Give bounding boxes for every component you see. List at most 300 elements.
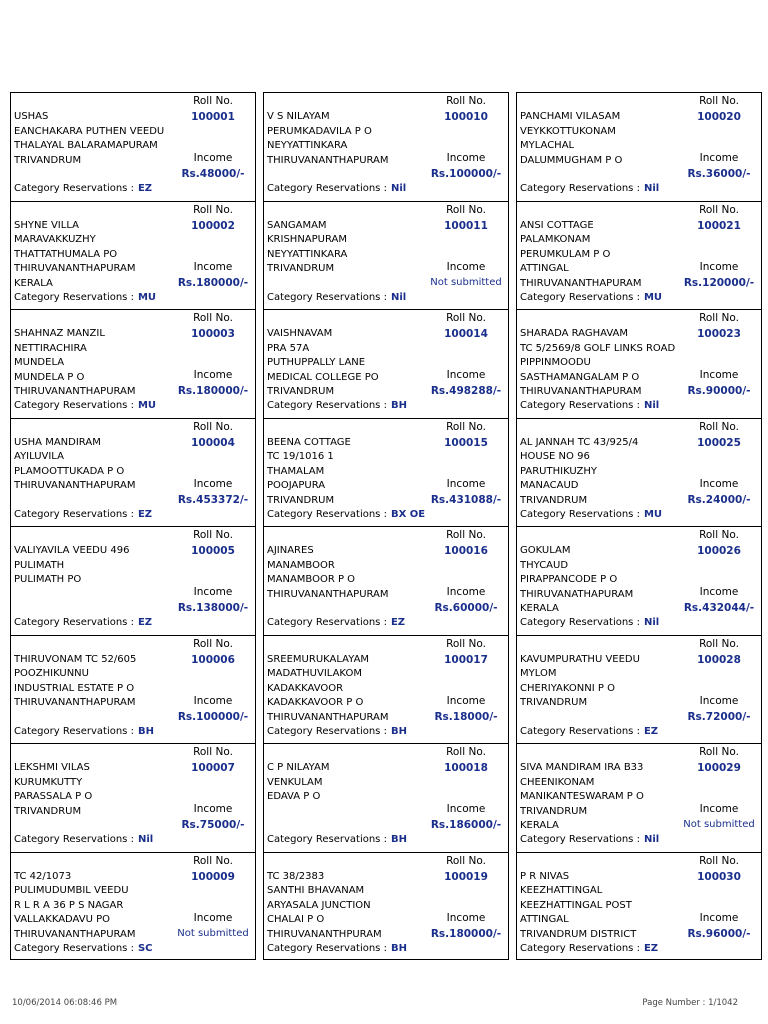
record-card: [11, 527, 255, 636]
address-line: KRISHNAPURAM: [267, 234, 348, 245]
address-block: [520, 653, 695, 711]
roll-no-value: 100028: [697, 653, 741, 666]
category-value: MU: [643, 291, 663, 303]
record-card: [264, 636, 508, 745]
address-line: POOZHIKUNNU: [14, 668, 89, 679]
address-line: KERALA: [520, 820, 559, 831]
record-card: [264, 419, 508, 528]
address-line: PARASSALA P O: [14, 791, 93, 802]
address-line: AYILUVILA: [14, 451, 64, 462]
address-line: TRIVANDRUM: [267, 494, 335, 506]
roll-no-label: Roll No.: [446, 312, 486, 324]
address-line: SHYNE VILLA: [14, 219, 79, 231]
roll-no-value: 100007: [191, 762, 235, 774]
category-value: BH: [390, 400, 407, 411]
roll-no-label: Roll No.: [699, 203, 739, 216]
category-reservation: [14, 834, 153, 845]
address-line: EANCHAKARA PUTHEN VEEDU: [14, 125, 165, 137]
income-label: Income: [193, 152, 233, 164]
income-value: Not submitted: [430, 276, 502, 288]
income-value: Rs.75000/-: [181, 819, 245, 831]
address-line: THALAYAL BALARAMAPURAM: [14, 140, 158, 151]
roll-no-label: Roll No.: [446, 637, 486, 650]
income-value: Rs.100000/-: [177, 710, 249, 723]
address-line: LEKSHMI VILAS: [14, 762, 90, 773]
record-card: [517, 853, 761, 962]
category-value: Nil: [643, 617, 660, 628]
address-line: THIRUVONAM TC 52/605: [14, 653, 137, 665]
record-card: [11, 93, 255, 202]
address-line: MEDICAL COLLEGE PO: [267, 371, 379, 383]
category-label: Category Reservations :: [520, 725, 640, 737]
category-label: Category Reservations :: [14, 725, 134, 737]
address-line: TRIVANDRUM DISTRICT: [520, 928, 637, 940]
category-label: Category Reservations :: [267, 508, 387, 520]
category-label: Category Reservations :: [520, 400, 640, 411]
roll-no-label: Roll No.: [446, 420, 486, 433]
address-block: [267, 219, 442, 277]
income-label: Income: [193, 803, 233, 815]
address-block: [520, 110, 695, 168]
roll-no-value: 100030: [697, 870, 741, 883]
roll-no-value: 100016: [444, 545, 488, 557]
address-line: MANAMBOOR: [267, 559, 335, 571]
address-line: PALAMKONAM: [520, 234, 591, 245]
address-line: MANACAUD: [520, 480, 579, 491]
roll-no-label: Roll No.: [699, 95, 739, 107]
address-block: [520, 761, 695, 834]
income-label: Income: [446, 586, 486, 598]
category-label: Category Reservations :: [267, 834, 387, 845]
address-line: THIRUVANATHAPURAM: [520, 588, 634, 600]
category-reservation: [267, 400, 407, 411]
address-line: KADAKKAVOOR: [267, 682, 344, 694]
category-label: Category Reservations :: [520, 183, 640, 194]
address-line: TRIVANDRUM: [14, 805, 82, 817]
income-value: Rs.431088/-: [430, 493, 502, 506]
income-label: Income: [193, 694, 233, 707]
category-value: EZ: [643, 725, 659, 737]
address-block: [14, 544, 189, 588]
income-value: Rs.36000/-: [687, 168, 751, 180]
income-value: Rs.180000/-: [430, 927, 502, 940]
address-line: SREEMURUKALAYAM: [267, 653, 370, 665]
address-line: CHERIYAKONNI P O: [520, 682, 615, 694]
category-reservation: [520, 509, 662, 520]
address-block: [14, 870, 189, 943]
address-block: [267, 653, 442, 726]
category-reservation: [267, 183, 406, 194]
income-label: Income: [446, 911, 486, 924]
category-value: Nil: [390, 291, 407, 303]
address-line: BEENA COTTAGE: [267, 436, 351, 448]
income-label: Income: [446, 477, 486, 490]
roll-no-value: 100021: [697, 219, 741, 232]
record-card: [11, 202, 255, 311]
category-label: Category Reservations :: [14, 400, 134, 411]
address-line: THIRUVANANTHAPURAM: [267, 711, 389, 723]
address-block: [14, 436, 189, 494]
record-card: [11, 419, 255, 528]
address-line: THYCAUD: [520, 559, 569, 571]
income-label: Income: [699, 911, 739, 924]
category-reservation: [520, 292, 662, 303]
address-line: THIRUVANANTHAPURAM: [267, 154, 389, 166]
address-line: P R NIVAS: [520, 870, 570, 882]
address-line: MANAMBOOR P O: [267, 574, 356, 585]
income-value: Rs.498288/-: [430, 385, 502, 397]
income-label: Income: [446, 369, 486, 381]
income-value: Rs.48000/-: [181, 168, 245, 180]
income-value: Not submitted: [177, 927, 249, 939]
record-card: [517, 527, 761, 636]
category-label: Category Reservations :: [14, 508, 134, 520]
category-reservation: [267, 726, 407, 737]
address-line: KERALA: [520, 603, 559, 614]
income-label: Income: [193, 260, 233, 273]
category-value: SC: [137, 942, 153, 954]
roll-no-label: Roll No.: [699, 854, 739, 867]
address-line: C P NILAYAM: [267, 762, 330, 773]
address-block: [267, 327, 442, 400]
address-block: [14, 327, 189, 400]
income-value: Rs.72000/-: [687, 710, 751, 723]
roll-no-value: 100009: [191, 870, 235, 883]
roll-no-value: 100020: [697, 111, 741, 123]
category-value: Nil: [643, 400, 660, 411]
income-label: Income: [193, 477, 233, 490]
category-value: MU: [643, 508, 663, 520]
category-label: Category Reservations :: [14, 834, 134, 845]
address-line: TRIVANDRUM: [267, 263, 335, 274]
address-line: SANTHI BHAVANAM: [267, 885, 365, 896]
address-line: THIRUVANANTHAPURAM: [520, 386, 642, 397]
income-value: Rs.138000/-: [177, 602, 249, 614]
category-label: Category Reservations :: [520, 942, 640, 954]
address-line: INDUSTRIAL ESTATE P O: [14, 682, 135, 694]
address-line: SIVA MANDIRAM IRA B33: [520, 762, 644, 773]
address-line: PULIMATH PO: [14, 574, 82, 585]
roll-no-label: Roll No.: [446, 203, 486, 216]
category-reservation: [14, 400, 156, 411]
roll-no-label: Roll No.: [699, 637, 739, 650]
address-block: [520, 436, 695, 509]
address-line: VENKULAM: [267, 776, 323, 788]
record-card: [264, 853, 508, 962]
income-value: Rs.18000/-: [434, 710, 498, 723]
address-line: PIRAPPANCODE P O: [520, 574, 618, 585]
category-reservation: [520, 183, 659, 194]
address-line: PERUMKADAVILA P O: [267, 125, 372, 137]
income-value: Rs.24000/-: [687, 493, 751, 506]
address-line: V S NILAYAM: [267, 111, 330, 122]
income-value: Rs.432044/-: [683, 602, 755, 614]
income-label: Income: [699, 803, 739, 815]
address-line: KEEZHATTINGAL: [520, 885, 603, 896]
category-reservation: [14, 292, 156, 303]
address-line: KERALA: [14, 277, 53, 289]
record-card: [11, 310, 255, 419]
income-value: Rs.180000/-: [177, 385, 249, 397]
address-line: THIRUVANANTHPURAM: [267, 928, 382, 940]
category-reservation: [14, 726, 154, 737]
category-value: Nil: [643, 834, 660, 845]
roll-no-value: 100029: [697, 762, 741, 774]
category-value: EZ: [137, 617, 153, 628]
address-line: TRIVANDRUM: [520, 697, 588, 708]
category-reservation: [14, 617, 152, 628]
category-value: BH: [390, 725, 407, 737]
address-line: PERUMKULAM P O: [520, 248, 611, 260]
roll-no-value: 100023: [697, 328, 741, 340]
category-value: EZ: [643, 942, 659, 954]
income-value: Rs.120000/-: [683, 276, 755, 289]
category-value: Nil: [390, 183, 407, 194]
address-line: THIRUVANANTHAPURAM: [14, 386, 136, 397]
income-label: Income: [699, 152, 739, 164]
address-line: MYLACHAL: [520, 140, 575, 151]
address-line: PLAMOOTTUKADA P O: [14, 465, 125, 477]
address-line: ARYASALA JUNCTION: [267, 899, 371, 911]
category-reservation: [267, 509, 425, 520]
address-block: [520, 327, 695, 400]
income-label: Income: [446, 694, 486, 707]
page-number: Page Number : 1/1042: [642, 998, 738, 1008]
address-line: USHA MANDIRAM: [14, 436, 101, 448]
record-card: [264, 744, 508, 853]
address-line: ATTINGAL: [520, 914, 569, 925]
roll-no-value: 100006: [191, 653, 235, 666]
roll-no-label: Roll No.: [193, 637, 233, 650]
address-line: TC 38/2383: [267, 870, 325, 882]
address-line: POOJAPURA: [267, 480, 326, 491]
category-reservation: [14, 943, 153, 954]
address-line: TRIVANDRUM: [520, 805, 588, 817]
address-line: VEYKKOTTUKONAM: [520, 125, 616, 137]
address-line: EDAVA P O: [267, 791, 321, 802]
category-value: MU: [137, 291, 157, 303]
roll-no-value: 100025: [697, 436, 741, 449]
category-label: Category Reservations :: [267, 400, 387, 411]
category-reservation: [520, 726, 658, 737]
roll-no-label: Roll No.: [446, 95, 486, 107]
address-block: [267, 436, 442, 509]
address-line: THIRUVANANTHAPURAM: [14, 928, 136, 940]
roll-no-value: 100010: [444, 111, 488, 123]
record-card: [264, 93, 508, 202]
category-reservation: [267, 943, 407, 954]
income-value: Rs.186000/-: [430, 819, 502, 831]
roll-no-value: 100026: [697, 545, 741, 557]
address-line: THAMALAM: [267, 465, 325, 477]
address-block: [520, 544, 695, 617]
address-line: MUNDELA: [14, 357, 65, 368]
roll-no-label: Roll No.: [446, 854, 486, 867]
address-line: GOKULAM: [520, 545, 571, 556]
address-block: [267, 110, 442, 168]
category-value: EZ: [137, 183, 153, 194]
address-line: AJINARES: [267, 545, 314, 556]
record-card: [264, 527, 508, 636]
income-label: Income: [699, 694, 739, 707]
roll-no-value: 100001: [191, 111, 235, 123]
address-line: CHEENIKONAM: [520, 776, 595, 788]
roll-no-value: 100015: [444, 436, 488, 449]
category-value: EZ: [390, 617, 406, 628]
address-line: PULIMUDUMBIL VEEDU: [14, 885, 129, 896]
roll-no-label: Roll No.: [699, 746, 739, 758]
roll-no-label: Roll No.: [446, 746, 486, 758]
address-line: MUNDELA P O: [14, 371, 85, 383]
category-label: Category Reservations :: [267, 942, 387, 954]
address-line: PULIMATH: [14, 559, 65, 571]
address-block: [14, 761, 189, 819]
roll-no-label: Roll No.: [193, 854, 233, 867]
roll-no-value: 100005: [191, 545, 235, 557]
address-line: TC 19/1016 1: [267, 451, 334, 462]
category-reservation: [520, 617, 659, 628]
category-value: BX OE: [390, 508, 426, 520]
income-label: Income: [699, 477, 739, 490]
income-label: Income: [699, 260, 739, 273]
address-line: MARAVAKKUZHY: [14, 234, 96, 245]
address-line: AL JANNAH TC 43/925/4: [520, 436, 639, 448]
roll-no-value: 100003: [191, 328, 235, 340]
category-reservation: [520, 834, 659, 845]
category-label: Category Reservations :: [267, 617, 387, 628]
address-line: TC 5/2569/8 GOLF LINKS ROAD: [520, 342, 676, 354]
income-value: Rs.100000/-: [430, 168, 502, 180]
income-value: Rs.60000/-: [434, 602, 498, 614]
category-value: MU: [137, 400, 157, 411]
roll-no-value: 100002: [191, 219, 235, 232]
roll-no-value: 100019: [444, 870, 488, 883]
category-value: BH: [390, 942, 407, 954]
address-line: MADATHUVILAKOM: [267, 668, 362, 679]
category-label: Category Reservations :: [14, 183, 134, 194]
address-line: PIPPINMOODU: [520, 357, 591, 368]
address-line: PARUTHIKUZHY: [520, 465, 597, 477]
category-label: Category Reservations :: [14, 291, 134, 303]
income-label: Income: [446, 803, 486, 815]
category-value: Nil: [643, 183, 660, 194]
income-label: Income: [699, 586, 739, 598]
address-line: MANIKANTESWARAM P O: [520, 791, 644, 802]
address-line: VALIYAVILA VEEDU 496: [14, 545, 130, 556]
address-line: TC 42/1073: [14, 870, 72, 882]
address-line: ANSI COTTAGE: [520, 219, 594, 231]
record-card: [11, 636, 255, 745]
address-line: TRIVANDRUM: [267, 386, 335, 397]
address-line: VALLAKKADAVU PO: [14, 914, 111, 925]
record-card: [11, 853, 255, 962]
record-card: [264, 202, 508, 311]
income-value: Rs.90000/-: [687, 385, 751, 397]
income-value: Rs.96000/-: [687, 927, 751, 940]
address-line: SASTHAMANGALAM P O: [520, 371, 640, 383]
income-label: Income: [193, 911, 233, 924]
record-card: [11, 744, 255, 853]
roll-no-value: 100018: [444, 762, 488, 774]
category-value: BH: [137, 725, 154, 737]
category-reservation: [267, 292, 406, 303]
address-line: R L R A 36 P S NAGAR: [14, 899, 124, 911]
address-line: KADAKKAVOOR P O: [267, 697, 364, 708]
address-line: THIRUVANANTHAPURAM: [520, 277, 642, 289]
address-line: THATTATHUMALA PO: [14, 248, 118, 260]
address-block: [520, 219, 695, 292]
roll-no-value: 100017: [444, 653, 488, 666]
category-reservation: [520, 943, 658, 954]
record-card: [517, 419, 761, 528]
address-line: MYLOM: [520, 668, 557, 679]
income-label: Income: [193, 369, 233, 381]
category-label: Category Reservations :: [267, 291, 387, 303]
category-label: Category Reservations :: [14, 942, 134, 954]
address-line: THIRUVANANTHAPURAM: [14, 480, 136, 491]
roll-no-label: Roll No.: [193, 420, 233, 433]
roll-no-label: Roll No.: [193, 312, 233, 324]
income-label: Income: [699, 369, 739, 381]
category-label: Category Reservations :: [520, 834, 640, 845]
address-line: THIRUVANANTHAPURAM: [14, 263, 136, 274]
category-value: BH: [390, 834, 407, 845]
address-line: PRA 57A: [267, 342, 310, 354]
address-line: SHAHNAZ MANZIL: [14, 328, 105, 339]
address-line: PANCHAMI VILASAM: [520, 111, 621, 122]
address-line: DALUMMUGHAM P O: [520, 154, 623, 166]
roll-no-label: Roll No.: [193, 529, 233, 541]
category-value: Nil: [137, 834, 154, 845]
record-column: [10, 92, 256, 960]
address-line: HOUSE NO 96: [520, 451, 590, 462]
roll-no-label: Roll No.: [446, 529, 486, 541]
address-block: [14, 653, 189, 711]
roll-no-label: Roll No.: [193, 203, 233, 216]
category-value: EZ: [137, 508, 153, 520]
record-card: [517, 744, 761, 853]
income-label: Income: [446, 260, 486, 273]
address-line: THIRUVANANTHAPURAM: [14, 697, 136, 708]
record-card: [264, 310, 508, 419]
roll-no-label: Roll No.: [699, 420, 739, 433]
address-line: ATTINGAL: [520, 263, 569, 274]
address-line: PUTHUPPALLY LANE: [267, 357, 366, 368]
record-column: [263, 92, 509, 960]
address-line: VAISHNAVAM: [267, 328, 333, 339]
category-label: Category Reservations :: [520, 508, 640, 520]
address-line: CHALAI P O: [267, 914, 325, 925]
record-card: [517, 202, 761, 311]
record-card: [517, 636, 761, 745]
address-line: SHARADA RAGHAVAM: [520, 328, 628, 339]
address-block: [267, 870, 442, 943]
address-line: KURUMKUTTY: [14, 776, 83, 788]
address-line: KEEZHATTINGAL POST: [520, 899, 632, 911]
address-line: NEYYATTINKARA: [267, 248, 348, 260]
income-value: Rs.180000/-: [177, 276, 249, 289]
category-label: Category Reservations :: [267, 183, 387, 194]
print-timestamp: 10/06/2014 06:08:46 PM: [12, 998, 118, 1008]
category-reservation: [267, 834, 407, 845]
roll-no-label: Roll No.: [699, 529, 739, 541]
category-label: Category Reservations :: [267, 725, 387, 737]
roll-no-value: 100004: [191, 436, 235, 449]
category-reservation: [520, 400, 659, 411]
address-line: TRIVANDRUM: [520, 494, 588, 506]
address-block: [267, 761, 442, 805]
category-reservation: [267, 617, 405, 628]
